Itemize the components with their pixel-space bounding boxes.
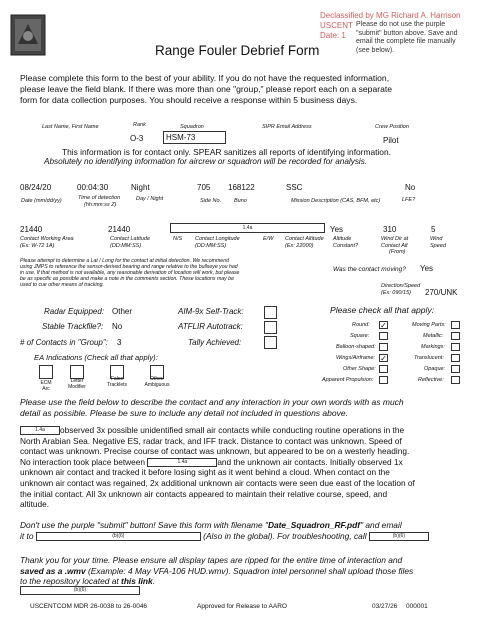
narrative-line-2: North Arabian Sea. Negative ES, radar track, and IFF track. Distance to contact was unknown. Speed of [20,435,402,446]
other-ambiguous-label [143,376,171,388]
stamp-line-1: Declassified by MG Richard A. Harrison [320,11,461,20]
latitude-label-1: Contact Latitude [110,236,151,242]
submit-line-2 [20,531,475,542]
other-ambiguous-label-1: Other/ [150,376,164,382]
altitude-constant-label [333,236,358,249]
redaction-box-repository [20,586,140,595]
wings-checkmark-icon: ✓ [380,354,387,363]
day-night-label: Day / Night [136,196,164,202]
longitude-label [195,236,240,249]
redaction-code: 1.4a [35,427,45,434]
radar-equipped-value: Other [112,307,133,316]
moving-label: Was the contact moving? [333,266,406,273]
narrative-line-7: the initial contact. All 3x unknown air contacts appeared to maintain their relative course, speed, and [20,488,388,499]
thanks-line-2-a: saved as a .wmv [20,565,86,576]
altitude-label-1: Contact Altitude [285,236,324,242]
redaction-code: 1.4a [242,225,253,231]
narrative-line-1 [20,425,475,436]
wind-direction-label-1: Wind Dir at [381,236,409,242]
crew-label: Crew Position [375,124,409,130]
ecm-arc-label-2: Arc [42,386,50,392]
radar-equipped-label: Radar Equipped: [44,307,105,316]
other-ambiguous-label-2: Ambiguous [144,382,170,388]
thanks-line-1: Thank you for your time. Please ensure all display tapes are ripped for the entire time of interaction and [20,555,403,565]
redaction-code: (b)(6) [73,587,87,593]
time-label-line-1: Time of detection [78,195,121,201]
ns-label: N/S [173,236,183,242]
false-tracklets-label-1: False [110,376,124,382]
markings-checkbox[interactable] [451,343,460,351]
footer-number: 000001 [406,603,428,610]
wings-airframe-checkbox[interactable] [379,354,388,362]
submit-line-1-c: " and email [360,520,402,530]
redaction-box-unit [20,426,60,435]
wings-airframe-label: Wings/Airframe: [336,355,376,361]
wind-direction-label [381,236,408,256]
redaction-box-email [36,532,201,541]
day-night-value: Night [131,183,150,192]
wind-direction-label-3: (From) [389,249,406,255]
aim9x-label: AIM-9x Self-Track: [178,307,244,316]
lfe-value: No [405,183,416,192]
narrative-line-4-text-a: No interaction took place between [20,456,145,467]
intro-text [20,73,470,106]
rank-value: O-3 [130,134,144,143]
submit-warning-note [356,21,457,55]
wind-speed-label-2: Speed [430,242,446,249]
intro-line-1: Please complete this form to the best of your ability. If you do not have the requested information, [20,73,390,83]
jmps-note-line-5: used to cue other means of tracking. [20,282,104,288]
wind-speed-label-1: Wind [430,236,443,242]
working-area-label-1: Contact Working Area [20,236,74,242]
working-area-label-2: (Ex: W-72 1A) [20,242,55,249]
balloon-checkbox[interactable] [379,343,388,351]
atflir-checkbox[interactable] [264,321,277,334]
intro-line-2: please leave the field blank. If there was more than one "group," please report each on a separate [20,84,393,94]
wind-direction-label-2: Contact Alt [381,242,408,249]
false-tracklets-label [104,376,130,388]
latitude-value: 21440 [108,225,131,234]
round-checkmark-icon: ✓ [380,321,387,330]
working-area-value: 21440 [20,225,43,234]
contact-note-line-1: This information is for contact only. SPEAR sanitizes all reports of identifying information. [62,147,391,157]
balloon-label: Balloon-shaped: [336,344,376,350]
jmps-note [20,258,239,288]
note-line-2: "submit" button above. Save and [356,29,458,37]
submit-line-1-a: Don't use the purple "submit" button! Save this form with filename " [20,520,268,530]
latitude-label-2: (DD:MM:SS) [110,242,142,249]
contacts-count-label: # of Contacts in "Group": [20,338,108,347]
letter-modifier-label-2: Modifier [68,384,86,390]
longitude-label-2: (DD:MM:SS) [195,242,227,249]
crew-value: Pilot [383,136,399,145]
tally-checkbox[interactable] [264,336,277,349]
metallic-checkbox[interactable] [451,332,460,340]
footer-approved: Approved for Release to AARO [197,603,287,610]
narrative-line-5: unknown air contact and tracked it before losing sight as it went behind a cloud. When contact on the [20,467,390,478]
rank-label: Rank [133,122,146,128]
narrative-line-6: unknown air contact was regained, 2x additional unknown air contacts were seen due east of the location of [20,477,415,488]
submit-line-2-b: (Also in the global). For troubleshooting, call [203,530,367,541]
jmps-note-line-1: Please attempt to determine a Lat / Long for the contact at initial detection. We recommend [20,258,229,264]
lfe-label: LFE? [402,197,416,203]
time-value: 00:04:30 [77,183,109,192]
ecm-arc-label [37,380,55,392]
time-label-line-2: (hh:mm:ss Z) [84,201,117,208]
reflective-checkbox[interactable] [451,376,460,384]
stamp-line-3: Date: 1 [320,31,346,40]
thanks-text [20,555,475,587]
describe-line-1: Please use the field below to describe the contact and any interaction in your own words with as much [20,397,404,407]
apparent-propulsion-checkbox[interactable] [379,376,388,384]
narrative-line-8: altitude. [20,499,50,510]
stable-trackfile-label: Stable Trackfile?: [42,322,104,331]
tally-label: Tally Achieved: [188,338,242,347]
round-checkbox[interactable] [379,321,388,329]
narrative-line-4 [20,457,475,468]
direction-speed-label-2: (Ex: 090/15) [381,289,411,296]
note-line-3: email the complete file manually [356,38,456,45]
working-area-label [20,236,74,249]
redaction-box-unit-2 [147,458,217,467]
submit-line-1 [20,520,475,531]
mission-label: Mission Description (CAS, BFM, etc) [291,198,381,204]
false-tracklets-label-2: Tracklets [106,382,128,388]
jmps-note-line-2: using JMPS to reference the sensor-derived bearing and range relative to the bullseye you had [20,264,238,270]
ecm-arc-label-1: ECM [40,380,52,386]
submit-instructions [20,520,475,541]
wind-direction-value: 310 [383,225,397,234]
moving-parts-checkbox[interactable] [451,321,460,329]
buno-value: 168122 [228,183,255,192]
date-value: 08/24/20 [20,183,52,192]
translucent-label: Translucent: [414,355,444,361]
direction-speed-label-1: Direction/Speed [381,283,421,289]
redaction-code: (b)(6) [392,532,405,539]
narrative-line-1-text: observed 3x possible unidentified small air contacts while conducting routine operations in the [60,425,405,435]
narrative-line-4-text-b: and the unknown air contacts. Initially observed 1x [217,456,403,467]
altitude-constant-value: Yes [330,225,344,234]
jmps-note-line-4: be as specific as possible and make a note in the comments section. These locations may be [20,276,234,282]
wind-speed-label [430,236,446,249]
name-label: Last Name, First Name [42,124,99,130]
altitude-label-2: (Ex: 22000) [285,242,314,249]
markings-label: Markings: [421,344,445,350]
contact-note-line-2: Absolutely no identifying information for aircrew or squadron will be recorded for analysis. [44,157,368,166]
reflective-label: Reflective: [418,377,444,383]
aim9x-checkbox[interactable] [264,306,277,319]
other-shape-label: Other Shape: [343,366,376,372]
form-title: Range Fouler Debrief Form [155,43,320,58]
letter-modifier-label [65,378,89,390]
altitude-constant-label-1: Altitude [333,236,352,242]
note-line-1: Please do not use the purple [356,21,446,28]
note-line-4: (see below). [356,46,395,54]
direction-speed-label [381,283,420,296]
letter-modifier-checkbox[interactable] [70,365,84,379]
direction-speed-value: 270/UNK [425,288,458,297]
latitude-label [110,236,150,249]
squadron-value: HSM-73 [166,133,196,142]
square-checkbox[interactable] [379,332,388,340]
stable-trackfile-value: No [112,322,123,331]
contacts-count-value: 3 [117,338,122,347]
footer-date: 03/27/26 [372,603,398,610]
square-label: Square: [350,333,370,339]
narrative-line-3: contact was unknown. Precise course of contact was unknown, but appeared to be on a westerly heading. [20,446,410,457]
redaction-code: (b)(6) [112,532,125,539]
describe-instructions [20,397,475,418]
moving-parts-label: Moving Parts: [412,322,446,328]
describe-line-2: detail as possible. Please be sure to include any detail not included in questions above. [20,407,348,418]
squadron-field[interactable] [163,131,226,144]
buno-label: Buno [234,198,247,204]
submit-line-2-a: it to [20,530,34,541]
side-number-value: 705 [197,183,211,192]
redaction-box-phone [369,532,429,541]
thanks-line-2 [20,566,475,577]
time-label [78,195,120,208]
repository-link[interactable]: this link [121,576,153,587]
email-label: SIPR Email Address [262,124,312,130]
jmps-note-line-3: in use. If that method is not available, any reasonable derivation of location will work, but please [20,270,240,276]
filename-format: Date_Squadron_RF.pdf [267,520,361,530]
check-all-title: Please check all that apply: [330,305,435,315]
altitude-label [285,236,324,249]
logo-emblem-icon [10,14,46,56]
redaction-box-coordinates [170,223,325,233]
longitude-label-1: Contact Longitude [195,236,240,242]
side-number-label: Side No. [200,198,222,204]
ecm-arc-checkbox[interactable] [39,365,53,379]
stamp-line-2: USCENT [320,21,353,30]
opaque-label: Opaque: [424,366,446,372]
thanks-line-3-c: . [152,576,156,587]
round-label: Round: [352,322,370,328]
metallic-label: Metallic: [423,333,444,339]
narrative-text[interactable] [20,425,475,510]
footer-mdr: USCENTCOM MDR 26-0038 to 26-0046 [30,603,148,610]
redaction-code: 1.4a [177,459,188,466]
translucent-checkbox[interactable] [451,354,460,362]
letter-modifier-label-1: Letter [70,378,84,384]
mission-value: SSC [286,183,303,192]
other-shape-checkbox[interactable] [379,365,388,373]
atflir-label: ATFLIR Autotrack: [178,322,243,331]
wind-speed-value: 5 [431,225,436,234]
apparent-propulsion-label: Apparent Propulsion: [322,377,374,383]
altitude-constant-label-2: Constant? [333,242,359,249]
moving-value: Yes [420,264,434,273]
intro-line-3: form for data collection purposes. You should receive a response within 5 business days. [20,95,358,105]
date-label: Date (mm/dd/yy) [21,198,62,204]
ew-label: E/W [263,236,274,242]
opaque-checkbox[interactable] [451,365,460,373]
thanks-line-2-b: (Example: 4 May VFA-106 HUD.wmv). Squadron intel personnel shall upload those files [85,565,414,576]
squadron-label: Squadron [180,124,204,130]
squadron-logo [10,14,46,56]
ea-title: EA Indications (Check all that apply): [34,353,158,362]
thanks-line-3-a: to the repository located at [20,576,119,587]
